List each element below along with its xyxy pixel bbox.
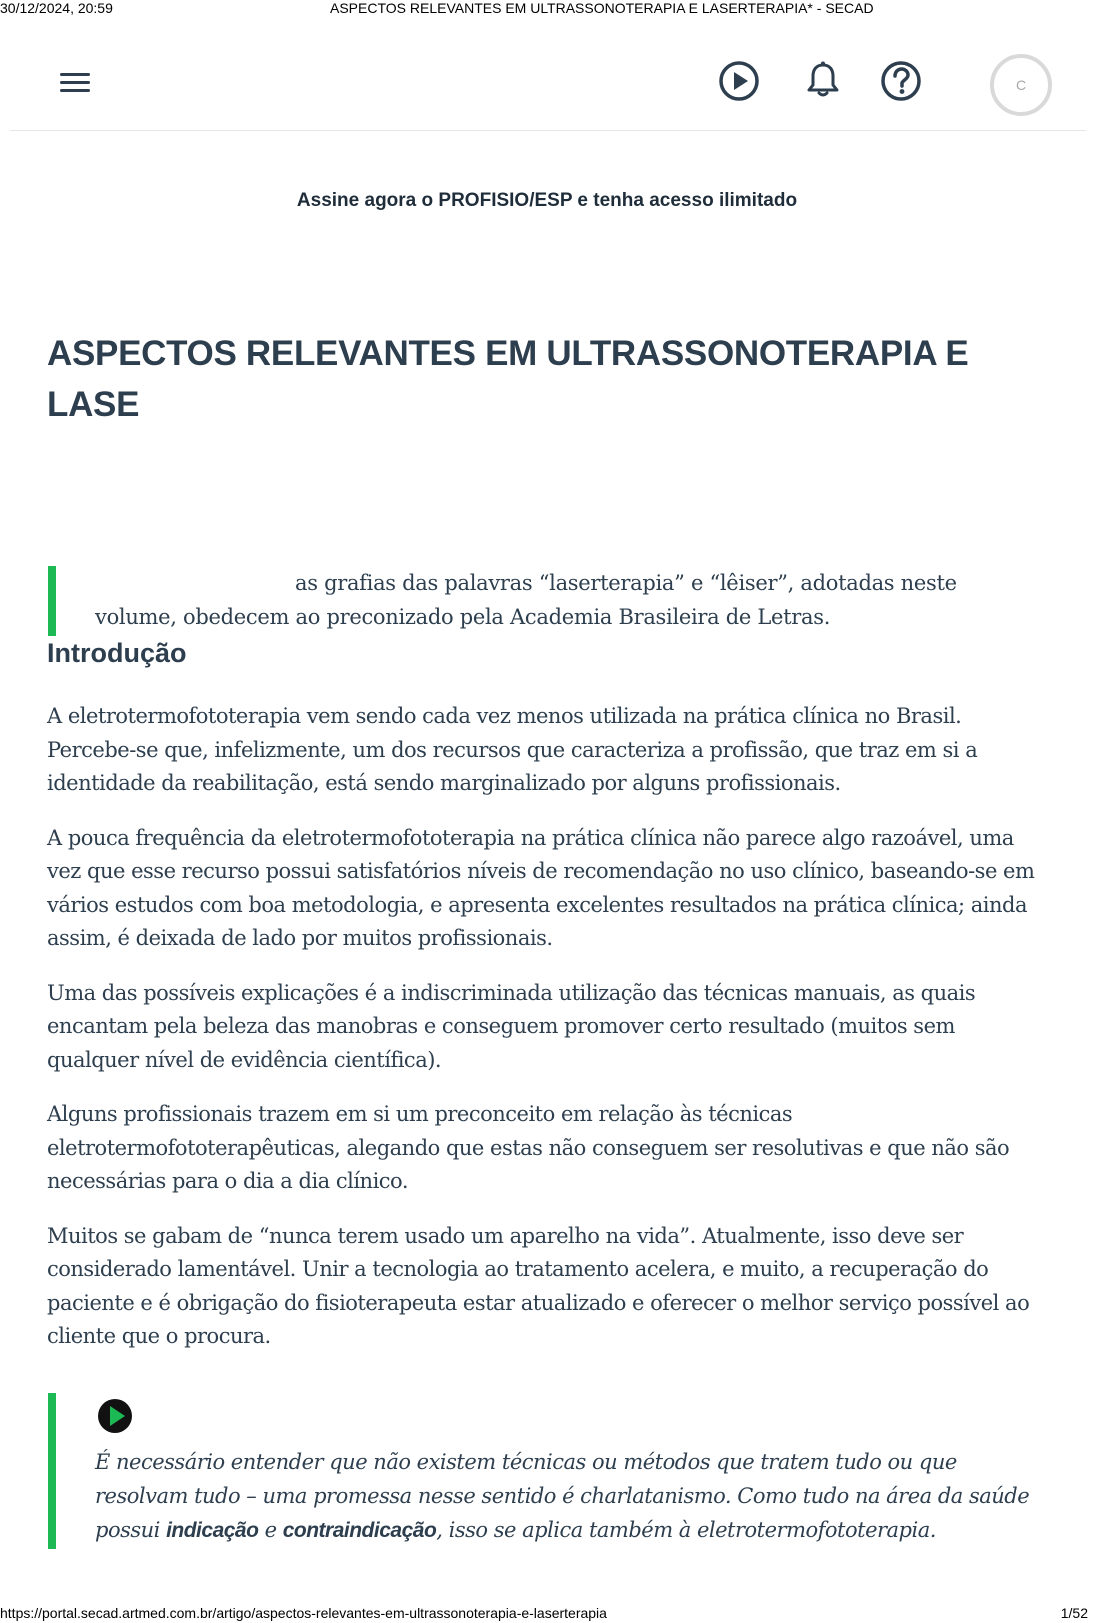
bell-icon[interactable] [806,60,840,98]
body-paragraph: A eletrotermofototerapia vem sendo cada vez menos utilizada na prática clínica no Brasil. Percebe-se que, infelizmente, um dos recursos que caracteriza a profissão, que traz em si a identidade da reabilitação, está sendo marginalizado por alguns profissionais. [47,704,978,795]
article-body [47,700,1052,1375]
body-paragraph: Muitos se gabam de “nunca terem usado um aparelho na vida”. Atualmente, isso deve ser considerado lamentável. Unir a tecnologia ao tratamento acelera, e muito, a recuperação do paciente e é obrigação do fisioterapeuta estar atualizado e oferecer o melhor serviço possível ao cliente que o procura. [47,1223,1030,1348]
article-title: ASPECTOS RELEVANTES EM ULTRASSONOTERAPIA E LASE [47,334,969,424]
section-heading: Introdução [47,638,187,668]
top-navigation-bar [10,40,1086,131]
body-paragraph: A pouca frequência da eletrotermofototerapia na prática clínica não parece algo razoável, uma vez que esse recurso possui satisfatórios níveis de recomendação no uso clínico, baseando-se em vários estudos com boa metodologia, e apresenta excelentes resultados na prática clínica; ainda assim, é deixada de lado por muitos profissionais. [47,825,1035,950]
menu-icon[interactable] [60,70,92,96]
print-doc-title: ASPECTOS RELEVANTES EM ULTRASSONOTERAPIA E LASERTERAPIA* - SECAD [330,0,874,16]
callout-text-part: É necessário entender que não existem técnicas ou métodos que tratem tudo ou que resolvam tudo – uma promessa nesse sentido é charlatanismo. Como tudo na área da saúde possui [95,1450,1030,1542]
subscription-promo-link[interactable]: Assine agora o PROFISIO/ESP e tenha acesso ilimitado [296,190,798,211]
play-icon[interactable] [718,60,760,102]
callout-text [95,1445,1055,1548]
callout-keyword-indicacao: indicação [166,1519,259,1542]
user-avatar[interactable]: C [990,54,1052,116]
print-header [0,0,1094,18]
print-datetime: 30/12/2024, 20:59 [0,0,113,16]
callout-text-part: e [258,1518,283,1542]
print-url: https://portal.secad.artmed.com.br/artigo/aspectos-relevantes-em-ultrassonoterapia-e-laserterapia [0,1605,607,1621]
help-icon[interactable] [880,60,922,102]
print-footer [0,1605,1094,1623]
spelling-note-text: as grafias das palavras “laserterapia” e “lêiser”, adotadas neste volume, obedecem ao preconizado pela Academia Brasileira de Letras. [95,571,957,629]
body-paragraph: Uma das possíveis explicações é a indiscriminada utilização das técnicas manuais, as quais encantam pela beleza das manobras e conseguem promover certo resultado (muitos sem qualquer nível de evidência científica). [47,980,976,1072]
body-paragraph: Alguns profissionais trazem em si um preconceito em relação às técnicas eletrotermofototerapêuticas, alegando que estas não conseguem ser resolutivas e que não são necessárias para o dia a dia clínico. [47,1102,1010,1193]
print-page-number: 1/52 [1060,1605,1088,1621]
spelling-note [48,566,1016,636]
callout-keyword-contraindicacao: contraindicação [282,1519,437,1542]
play-circle-icon [96,1397,134,1435]
callout-text-part: , isso se aplica também à eletrotermofototerapia. [436,1518,936,1542]
highlight-callout [48,1393,1056,1549]
